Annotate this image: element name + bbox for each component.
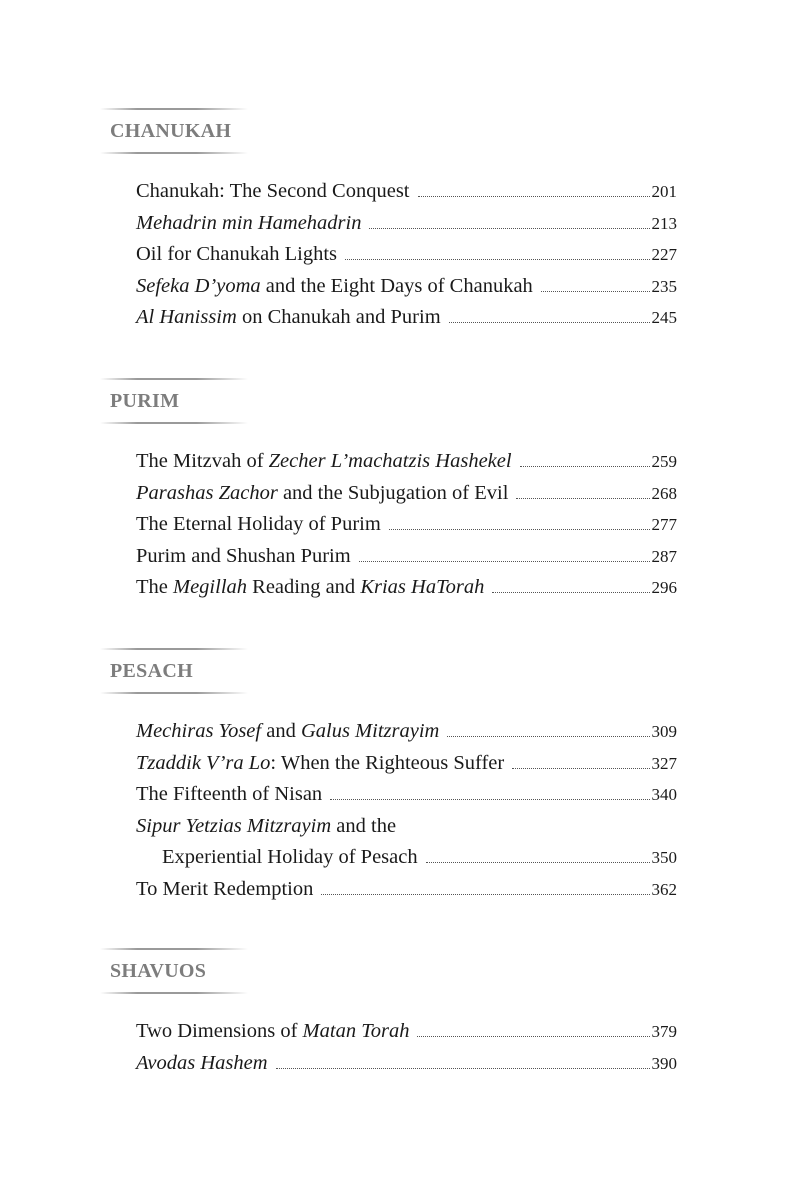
toc-section-shavuos <box>0 948 800 1081</box>
title-fragment: Galus Mitzrayim <box>300 720 440 742</box>
heading-rule-bottom <box>100 422 248 424</box>
toc-entry-line <box>136 180 650 203</box>
dot-leader <box>492 591 650 593</box>
dot-leader <box>330 798 650 800</box>
dot-leader <box>418 195 651 197</box>
toc-entry-title <box>136 513 389 536</box>
section-heading: SHAVUOS <box>110 960 207 982</box>
toc-entry-line <box>136 783 650 806</box>
title-fragment: Krias HaTorah <box>360 576 485 598</box>
section-heading: CHANUKAH <box>110 120 232 142</box>
toc-entry-title <box>136 275 541 298</box>
toc-entry-title <box>162 846 426 869</box>
toc-entry-title <box>136 815 404 838</box>
toc-entry-title <box>136 752 512 775</box>
toc-section-chanukah <box>0 108 800 336</box>
page-number: 245 <box>651 308 677 327</box>
title-fragment: Two Dimensions of <box>136 1020 303 1042</box>
dot-leader <box>516 497 650 499</box>
title-fragment: Matan Torah <box>302 1020 410 1042</box>
dot-leader <box>369 227 650 229</box>
heading-rule-top <box>100 648 248 650</box>
toc-entry-line <box>136 513 650 536</box>
page-number: 362 <box>651 879 677 899</box>
page-number: 327 <box>651 753 677 773</box>
page-number: 379 <box>651 1022 677 1041</box>
toc-entry[interactable] <box>0 273 800 305</box>
toc-entry[interactable] <box>0 543 800 575</box>
toc-entry[interactable] <box>0 1050 800 1082</box>
title-fragment: Zecher L’machatzis Hashekel <box>268 450 512 472</box>
title-fragment: Experiential Holiday of Pesach <box>162 846 418 868</box>
dot-leader <box>426 861 650 863</box>
dot-leader <box>321 893 650 895</box>
toc-entry-title <box>136 180 418 203</box>
dot-leader <box>389 528 650 530</box>
title-fragment: Sipur Yetzias Mitzrayim <box>136 814 332 837</box>
toc-entry-title <box>136 720 447 743</box>
heading-rule-top <box>100 378 248 380</box>
section-heading: PESACH <box>110 660 193 682</box>
section-heading-block <box>0 648 800 700</box>
toc-entry-title <box>136 243 345 266</box>
page-number: 390 <box>651 1053 677 1073</box>
toc-entry-line <box>136 306 650 329</box>
section-heading-block <box>0 378 800 430</box>
title-fragment: Mechiras Yosef <box>136 720 262 742</box>
toc-entry-title <box>136 545 359 568</box>
page-number: 277 <box>651 515 677 534</box>
toc-entry[interactable] <box>0 574 800 606</box>
page-number: 268 <box>651 483 677 503</box>
toc-entry[interactable] <box>0 718 800 750</box>
toc-entry[interactable] <box>0 876 800 908</box>
dot-leader <box>345 258 650 260</box>
title-fragment: and the Eight Days of Chanukah <box>260 274 533 297</box>
title-fragment: Chanukah: The Second Conquest <box>136 180 410 202</box>
toc-entry-line <box>136 720 650 743</box>
dot-leader <box>520 465 650 467</box>
title-fragment: and <box>261 720 301 742</box>
toc-entry[interactable] <box>0 511 800 543</box>
page-number: 340 <box>651 785 677 804</box>
page-number: 235 <box>651 276 677 296</box>
toc-entry-title <box>136 450 520 473</box>
section-heading-block <box>0 948 800 1000</box>
toc-entry[interactable] <box>0 813 800 845</box>
toc-entry-list <box>0 448 800 606</box>
title-fragment: To Merit Redemption <box>136 877 314 900</box>
dot-leader <box>512 767 650 769</box>
heading-rule-bottom <box>100 152 248 154</box>
title-fragment: on Chanukah and Purim <box>236 306 441 328</box>
title-fragment: The Eternal Holiday of Purim <box>136 513 381 535</box>
heading-rule-top <box>100 948 248 950</box>
page-number: 201 <box>651 182 677 201</box>
toc-entry[interactable] <box>0 304 800 336</box>
toc-entry-title <box>136 576 492 599</box>
toc-section-pesach <box>0 648 800 907</box>
toc-entry-list <box>0 718 800 907</box>
title-fragment: Reading and <box>247 576 361 598</box>
toc-entry-line <box>136 482 650 505</box>
toc-entry-title <box>136 482 516 505</box>
title-fragment: and the <box>331 814 397 837</box>
toc-entry-title <box>136 783 330 806</box>
toc-entry-line <box>136 752 650 775</box>
toc-entry-line <box>136 450 650 473</box>
heading-rule-top <box>100 108 248 110</box>
title-fragment: Al Hanissim <box>136 306 237 328</box>
toc-entry-line <box>136 212 650 235</box>
dot-leader <box>449 321 650 323</box>
page-number: 213 <box>651 213 677 233</box>
page-number: 309 <box>651 722 677 741</box>
toc-entry-title <box>136 1052 276 1075</box>
page-number: 227 <box>651 245 677 264</box>
title-fragment: Avodas Hashem <box>136 1051 268 1074</box>
title-fragment: The Mitzvah of <box>136 450 269 472</box>
toc-entry[interactable] <box>0 241 800 273</box>
dot-leader <box>276 1067 650 1069</box>
toc-section-purim <box>0 378 800 606</box>
toc-entry[interactable] <box>0 210 800 242</box>
toc-entry-title <box>136 212 369 235</box>
dot-leader <box>417 1035 650 1037</box>
section-heading: PURIM <box>110 390 180 412</box>
toc-entry-list <box>0 1018 800 1081</box>
toc-entry-title <box>136 306 449 329</box>
title-fragment: The Fifteenth of Nisan <box>136 783 323 805</box>
title-fragment: Tzaddik V’ra Lo <box>136 751 271 774</box>
page-number: 259 <box>651 452 677 471</box>
toc-entry[interactable] <box>0 750 800 782</box>
toc-entry-line <box>136 878 650 901</box>
title-fragment: The <box>136 576 173 598</box>
title-fragment: Mehadrin min Hamehadrin <box>136 211 362 234</box>
toc-entry[interactable] <box>0 1018 800 1050</box>
title-fragment: Sefeka D’yoma <box>136 274 261 297</box>
toc-entry-list <box>0 178 800 336</box>
toc-entry-line <box>136 275 650 298</box>
page-number: 350 <box>651 848 677 867</box>
toc-entry-line <box>136 545 650 568</box>
toc-entry-line <box>136 815 677 838</box>
toc-entry-line <box>136 1052 650 1075</box>
toc-entry-title <box>136 878 321 901</box>
title-fragment: Purim and Shushan Purim <box>136 544 351 567</box>
toc-entry-line <box>162 846 650 869</box>
page-number: 287 <box>651 546 677 566</box>
heading-rule-bottom <box>100 692 248 694</box>
section-heading-block <box>0 108 800 160</box>
toc-entry[interactable] <box>0 844 800 876</box>
toc-entry[interactable] <box>0 448 800 480</box>
dot-leader <box>541 290 650 292</box>
heading-rule-bottom <box>100 992 248 994</box>
dot-leader <box>359 560 650 562</box>
toc-entry-line <box>136 243 650 266</box>
toc-entry-line <box>136 576 650 599</box>
toc-entry-title <box>136 1020 417 1043</box>
page-number: 296 <box>651 578 677 597</box>
title-fragment: and the Subjugation of Evil <box>277 481 509 504</box>
toc-entry-line <box>136 1020 650 1043</box>
title-fragment: Oil for Chanukah Lights <box>136 243 337 265</box>
toc-entry[interactable] <box>0 480 800 512</box>
title-fragment: Megillah <box>173 576 248 598</box>
dot-leader <box>447 735 650 737</box>
toc-entry[interactable] <box>0 781 800 813</box>
toc-entry[interactable] <box>0 178 800 210</box>
title-fragment: : When the Righteous Suffer <box>270 751 505 774</box>
title-fragment: Parashas Zachor <box>136 481 278 504</box>
